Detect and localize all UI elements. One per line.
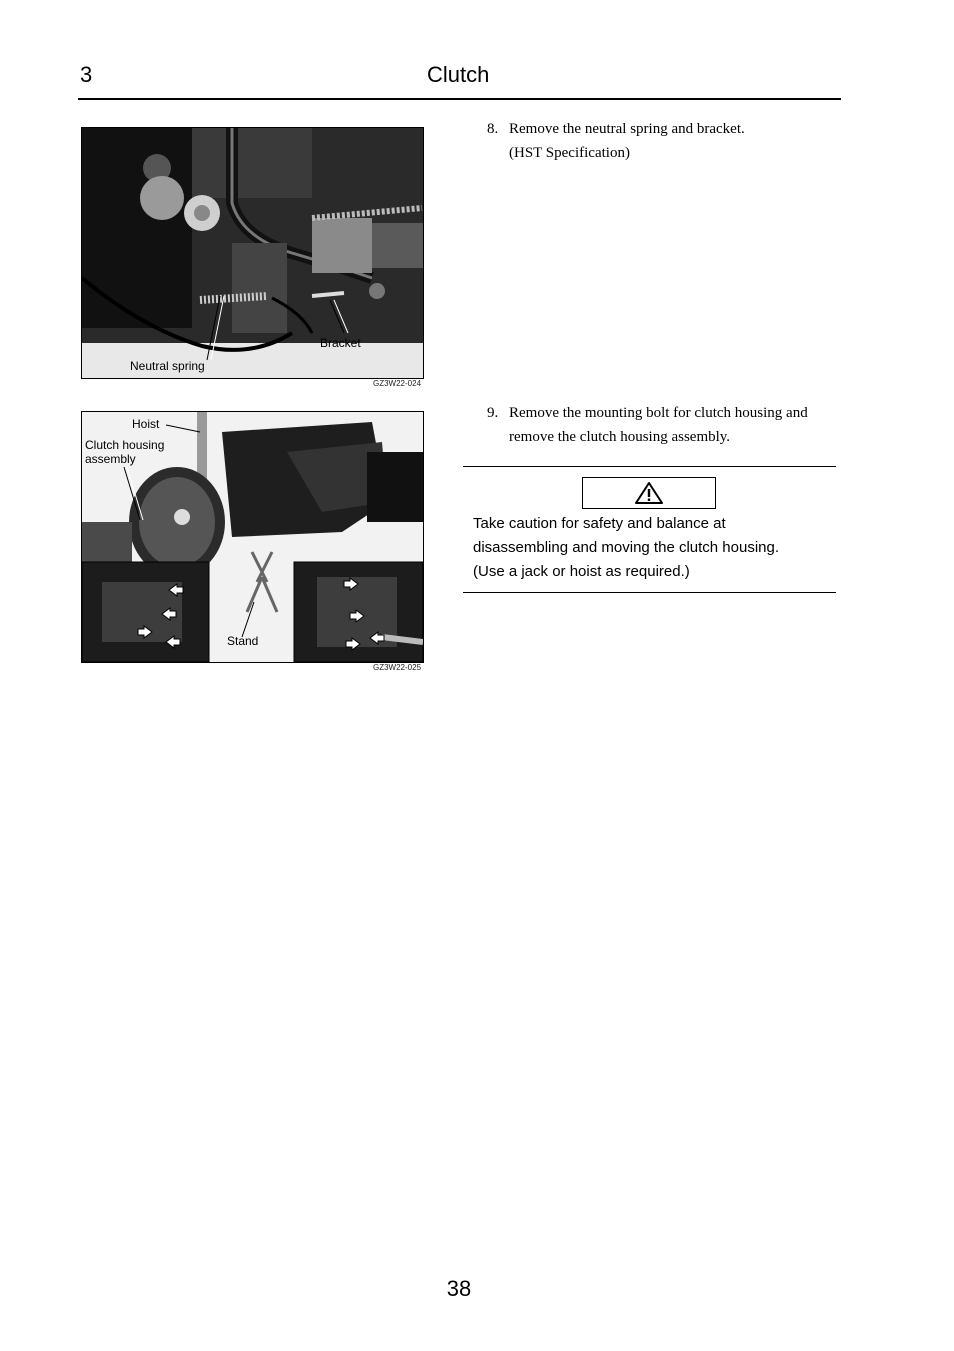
caution-line-1: Take caution for safety and balance at [473, 515, 726, 532]
step-8-number: 8. [487, 121, 499, 137]
chapter-number: 3 [80, 62, 93, 87]
callout-clutch-housing: Clutch housing [85, 438, 165, 452]
caution-bottom-rule [463, 592, 836, 593]
figure-1-code: GZ3W22-024 [373, 379, 422, 388]
callout-stand: Stand [227, 634, 259, 648]
figure-1-photo [82, 128, 423, 378]
header-rule [78, 98, 841, 100]
caution-text [473, 512, 833, 584]
figure-clutch-housing-removal [81, 411, 424, 663]
step-9-text: Remove the mounting bolt for clutch housing and remove the clutch housing assembly. [509, 405, 808, 445]
caution-top-rule [463, 466, 836, 467]
callout-bracket: Bracket [320, 336, 361, 350]
callout-neutral-spring: Neutral spring [130, 359, 205, 373]
callout-clutch-housing-assembly: assembly [85, 452, 136, 466]
callout-hoist: Hoist [132, 417, 160, 431]
caution-header-box [582, 477, 716, 509]
step-8-text [509, 117, 839, 165]
chapter-title: Clutch [427, 62, 490, 87]
caution-line-2: disassembling and moving the clutch housing. [473, 539, 780, 556]
step-8-line-2: (HST Specification) [509, 145, 630, 161]
page-number: 38 [446, 1276, 472, 1301]
caution-line-3: (Use a jack or hoist as required.) [473, 563, 690, 580]
figure-neutral-spring-bracket [81, 127, 424, 379]
figure-2-code: GZ3W22-025 [373, 663, 422, 672]
step-8-line-1: Remove the neutral spring and bracket. [509, 121, 745, 137]
warning-triangle-icon [634, 481, 664, 505]
step-9-number: 9. [487, 405, 499, 421]
